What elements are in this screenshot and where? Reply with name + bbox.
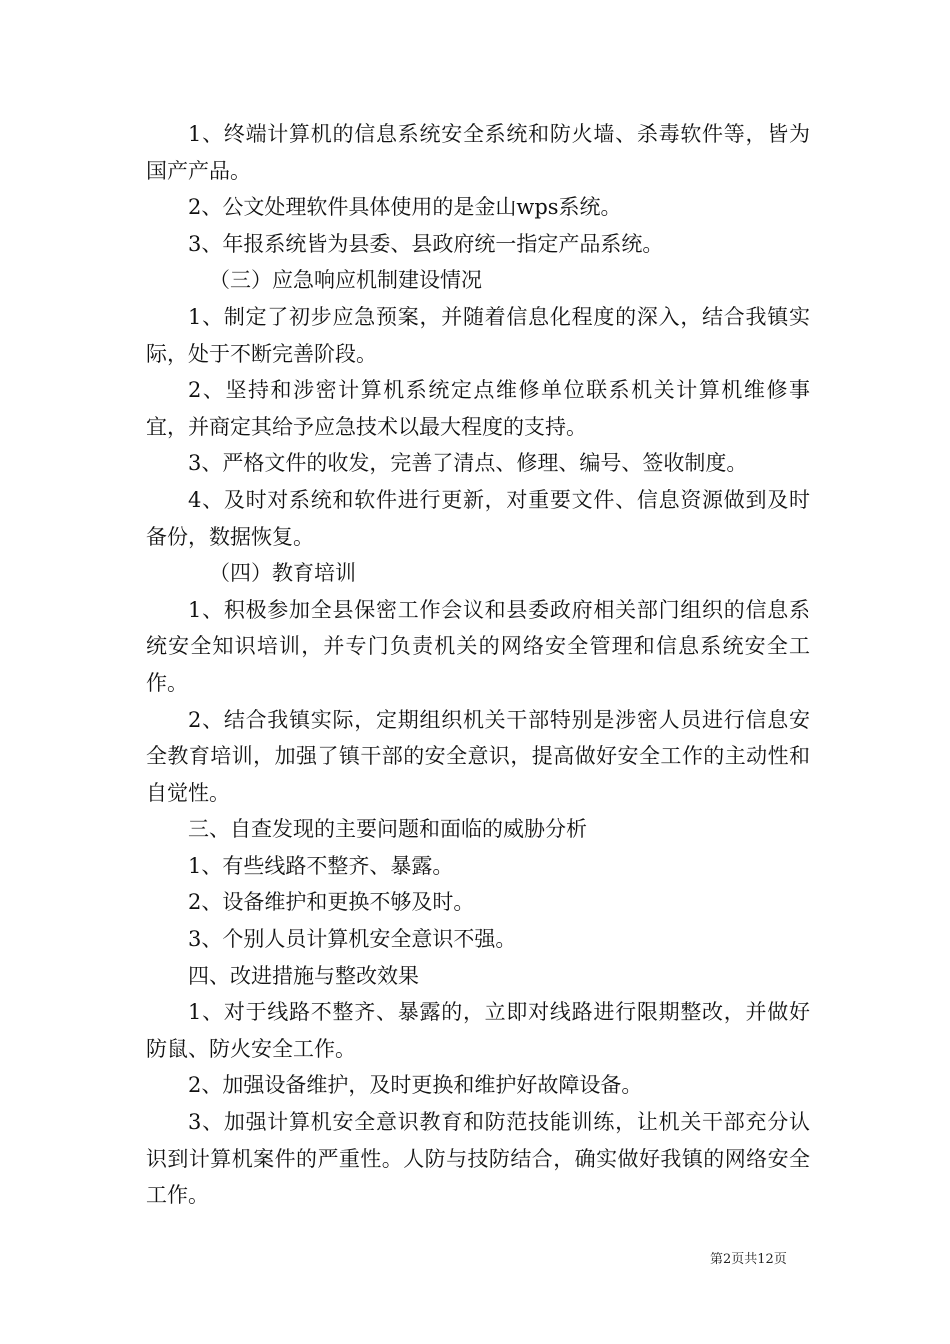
paragraph-annual-report-system: 3、年报系统皆为县委、县政府统一指定产品系统。 [188,231,664,256]
paragraph-maintenance-contact: 2、坚持和涉密计算机系统定点维修单位联系机关计算机维修事宜，并商定其给予应急技术以最大程度的支持。 [146,378,810,439]
paragraph-problem-maintenance: 2、设备维护和更换不够及时。 [188,890,475,915]
page-number: 第2页共12页 [710,1252,787,1267]
paragraph-problem-awareness: 3、个别人员计算机安全意识不强。 [188,927,517,952]
paragraph-fix-wiring: 1、对于线路不整齐、暴露的，立即对线路进行限期整改，并做好防鼠、防火安全工作。 [146,1000,810,1061]
section-heading-improvements: 四、改进措施与整改效果 [188,963,419,988]
paragraph-office-software: 2、公文处理软件具体使用的是金山wps系统。 [188,195,622,220]
paragraph-document-handling: 3、严格文件的收发，完善了清点、修理、编号、签收制度。 [188,451,748,476]
paragraph-system-update: 4、及时对系统和软件进行更新，对重要文件、信息资源做到及时备份，数据恢复。 [146,487,810,549]
paragraph-emergency-plan: 1、制定了初步应急预案，并随着信息化程度的深入，结合我镇实际，处于不断完善阶段。 [146,304,810,366]
section-heading-emergency-response: （三）应急响应机制建设情况 [209,268,482,293]
paragraph-problem-wiring: 1、有些线路不整齐、暴露。 [188,853,454,878]
document-body [146,116,810,1214]
paragraph-terminal-security: 1、终端计算机的信息系统安全系统和防火墙、杀毒软件等，皆为国产产品。 [146,122,810,183]
paragraph-fix-maintenance: 2、加强设备维护，及时更换和维护好故障设备。 [188,1073,643,1098]
paragraph-fix-awareness: 3、加强计算机安全意识教育和防范技能训练，让机关干部充分认识到计算机案件的严重性。人防与技防结合，确实做好我镇的网络安全工作。 [146,1110,810,1208]
paragraph-staff-education: 2、结合我镇实际，定期组织机关干部特别是涉密人员进行信息安全教育培训，加强了镇干部的安全意识，提高做好安全工作的主动性和自觉性。 [146,707,810,805]
section-heading-education-training: （四）教育培训 [209,561,356,586]
paragraph-security-training: 1、积极参加全县保密工作会议和县委政府相关部门组织的信息系统安全知识培训，并专门负责机关的网络安全管理和信息系统安全工作。 [146,597,810,695]
section-heading-problems: 三、自查发现的主要问题和面临的威胁分析 [188,817,587,842]
